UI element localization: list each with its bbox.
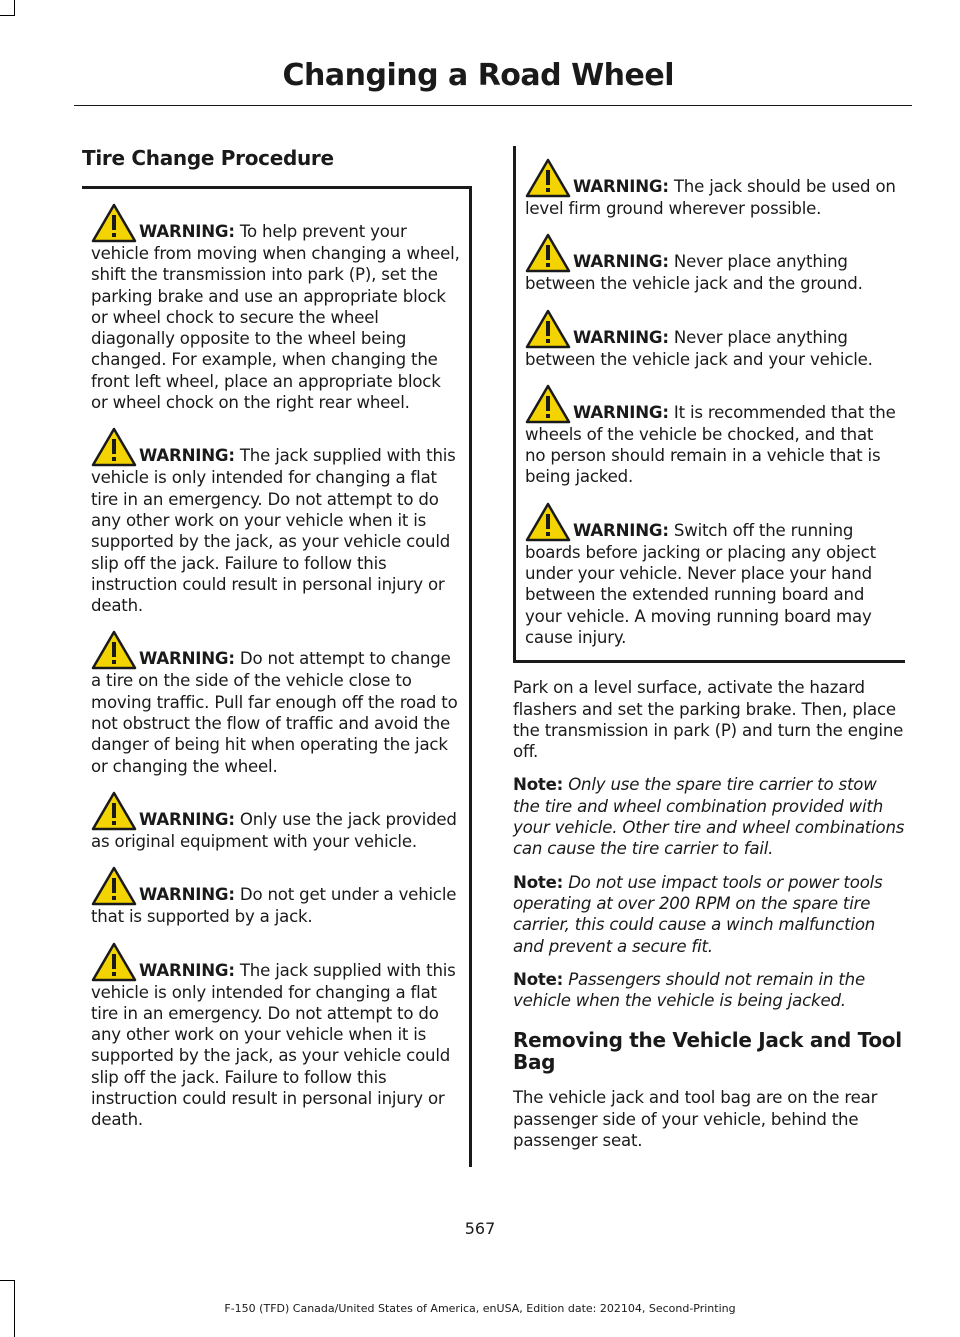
warning-text: Do not get under a vehicle that is supported by a jack.: [91, 885, 457, 927]
note-item: [513, 969, 905, 1012]
jack-paragraph: The vehicle jack and tool bag are on the rear passenger side of your vehicle, behind the passenger seat.: [513, 1088, 878, 1151]
warning-triangle-icon: [91, 630, 137, 670]
warning-box-left: [82, 186, 472, 1167]
note-label: Note:: [513, 775, 564, 795]
note-text: Only use the spare tire carrier to stow the tire and wheel combination provided with your vehicle. Other tire and wheel combinations can cause the tire carrier to fail.: [513, 775, 905, 859]
warning-label: WARNING:: [139, 446, 235, 466]
warning-item: [525, 502, 897, 648]
warning-text: The jack supplied with this vehicle is only intended for changing a flat tire in an emergency. Do not attempt to do any other work on your vehicle when it is supported by the jack, as your vehicle could slip off the jack. Failure to follow this instruction could result in personal injury or death.: [91, 446, 456, 616]
warning-label: WARNING:: [573, 327, 669, 347]
warning-item: [91, 866, 461, 927]
warning-label: WARNING:: [139, 222, 235, 241]
park-paragraph: Park on a level surface, activate the hazard flashers and set the parking brake. Then, place the transmission in park (P) and turn the engine off.: [513, 678, 904, 762]
header-rule: [74, 105, 912, 106]
warning-triangle-icon: [525, 158, 571, 198]
warning-item: [91, 630, 461, 776]
note-label: Note:: [513, 969, 564, 989]
warning-triangle-icon: [91, 427, 137, 467]
footer-text: F-150 (TFD) Canada/United States of America, enUSA, Edition date: 202104, Second-Printing: [224, 1302, 736, 1315]
warning-label: WARNING:: [573, 252, 669, 272]
warning-triangle-icon: [91, 866, 137, 906]
warning-text: Never place anything between the vehicle jack and your vehicle.: [525, 327, 873, 369]
warning-triangle-icon: [525, 233, 571, 273]
warning-triangle-icon: [91, 791, 137, 831]
warning-item: [91, 942, 461, 1131]
chapter-title: Changing a Road Wheel: [282, 58, 674, 93]
warning-text: It is recommended that the wheels of the vehicle be chocked, and that no person should remain in a vehicle that is being jacked.: [525, 402, 896, 487]
warning-text: Only use the jack provided as original equipment with your vehicle.: [91, 809, 457, 851]
warning-label: WARNING:: [573, 177, 669, 196]
left-column: [82, 146, 472, 1167]
warning-triangle-icon: [525, 384, 571, 424]
note-text: Do not use impact tools or power tools operating at over 200 RPM on the spare tire carrier, this could cause a winch malfunction and prevent a secure fit.: [513, 872, 883, 956]
warning-triangle-icon: [525, 502, 571, 542]
warning-item: [525, 309, 897, 370]
warning-item: [91, 427, 461, 616]
crop-mark: [0, 15, 15, 16]
warning-label: WARNING:: [139, 809, 235, 829]
warning-text: The jack supplied with this vehicle is only intended for changing a flat tire in an emergency. Do not attempt to do any other work on your vehicle when it is supported by the jack, as your vehicle could slip off the jack. Failure to follow this instruction could result in personal injury or death.: [91, 960, 456, 1130]
warning-label: WARNING:: [139, 960, 235, 980]
warning-text: Do not attempt to change a tire on the side of the vehicle close to moving traffic. Pull far enough off the road to not obstruct the flow of traffic and avoid the danger of being hit when operating the jack or changing the wheel.: [91, 649, 458, 776]
warning-text: To help prevent your vehicle from moving when changing a wheel, shift the transmission into park (P), set the parking brake and use an appropriate block or wheel chock to secure the wheel diagonally opposite to the wheel being changed. For example, when changing the front left wheel, place an appropriate block or wheel chock on the right rear wheel.: [91, 222, 460, 413]
warning-label: WARNING:: [139, 649, 235, 669]
warning-item: [525, 384, 897, 488]
note-label: Note:: [513, 872, 564, 892]
subsection-heading: Removing the Vehicle Jack and Tool Bag: [513, 1028, 902, 1075]
warning-item: [91, 791, 461, 852]
warning-text: The jack should be used on level firm ground wherever possible.: [525, 177, 896, 218]
warning-triangle-icon: [91, 942, 137, 982]
warning-text: Switch off the running boards before jacking or placing any object under your vehicle. Never place your hand between the extended running board and your vehicle. A moving running board may cause injury.: [525, 520, 876, 647]
crop-mark: [0, 1280, 15, 1281]
note-text: Passengers should not remain in the vehicle when the vehicle is being jacked.: [513, 969, 865, 1011]
warning-text: Never place anything between the vehicle jack and the ground.: [525, 252, 863, 294]
right-column: [513, 146, 905, 1163]
warning-item: [91, 203, 461, 413]
warning-label: WARNING:: [573, 402, 669, 422]
warning-label: WARNING:: [573, 520, 669, 540]
crop-mark: [14, 0, 15, 16]
note-item: [513, 774, 905, 859]
warning-triangle-icon: [525, 309, 571, 349]
warning-label: WARNING:: [139, 885, 235, 905]
warning-item: [525, 233, 897, 294]
note-item: [513, 872, 905, 957]
warning-triangle-icon: [91, 203, 137, 243]
section-heading: Tire Change Procedure: [82, 146, 334, 170]
page-number: 567: [464, 1219, 496, 1238]
warning-item: [525, 158, 897, 219]
warning-box-right: [513, 146, 905, 663]
